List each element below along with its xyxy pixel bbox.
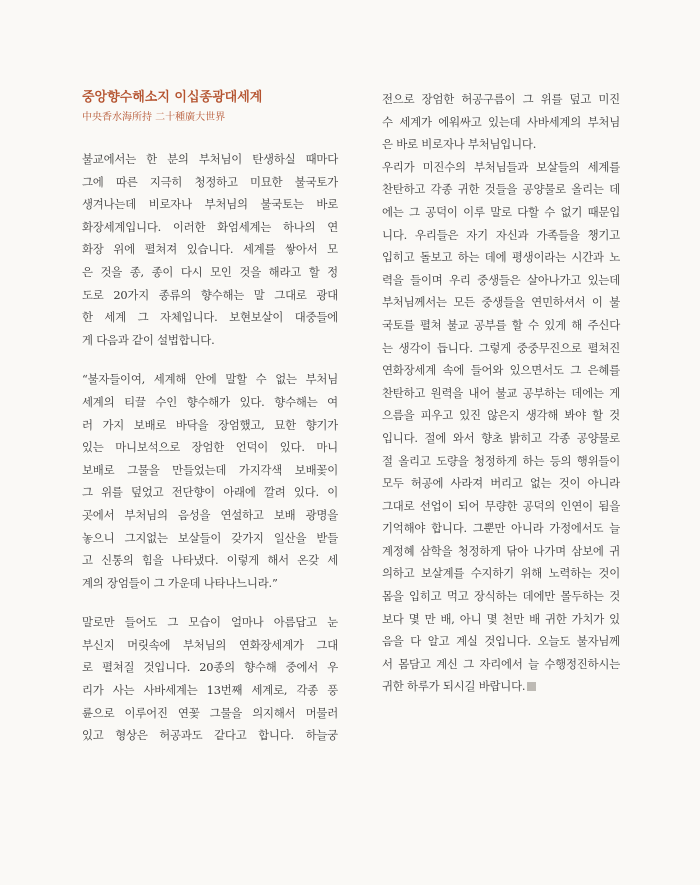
text-line: 수 세계가 에워싸고 있는데 사바세계의 부처님 xyxy=(382,114,620,129)
text-line: 화장 위에 펼쳐져 있습니다. 세계를 쌓아서 모 xyxy=(82,242,338,257)
text-line: 찬탄하고 원력을 내어 불교 공부하는 데에는 게 xyxy=(382,385,620,400)
text-line: 몸을 입히고 먹고 장식하는 데에만 몰두하는 것 xyxy=(382,589,620,604)
text-line: 보다 몇 만 배, 아니 몇 천만 배 귀한 가치가 있 xyxy=(382,611,620,626)
text-line: 게 다음과 같이 설법합니다. xyxy=(82,332,215,347)
text-line: 절 올리고 도량을 청정하게 하는 등의 행위들이 xyxy=(382,453,620,468)
text-line: 계정혜 삼학을 청정하게 닦아 나가며 삼보에 귀 xyxy=(382,543,620,558)
text-line: 그대로 선업이 되어 무량한 공덕의 인연이 됨을 xyxy=(382,498,620,513)
text-line: 부신지 머릿속에 부처님의 연화장세계가 그대 xyxy=(82,637,338,652)
text-line: 는 생각이 듭니다. 그렇게 중중무진으로 펼쳐진 xyxy=(382,340,620,355)
left-paragraph-1 xyxy=(82,148,338,351)
text-line: 고 신통의 힘을 나타냈다. 이렇게 해서 온갖 세 xyxy=(82,553,338,568)
article-subtitle: 中央香水海所持 二十種廣大世界 xyxy=(82,112,226,123)
text-line: 우리가 미진수의 부처님들과 보살들의 세계를 xyxy=(382,159,620,174)
text-line: 기억해야 합니다. 그뿐만 아니라 가정에서도 늘 xyxy=(382,521,620,536)
article-title: 중앙향수해소지 이십종광대세계 xyxy=(82,90,263,105)
text-line: 로 펼쳐질 것입니다. 20종의 향수해 중에서 우 xyxy=(82,660,338,675)
text-line: 그에 따른 지극히 청정하고 미묘한 불국토가 xyxy=(82,174,338,189)
text-line: 음을 다 알고 계실 것입니다. 오늘도 불자님께 xyxy=(382,634,620,649)
text-line: 도로 20가지 종류의 향수해는 말 그대로 광대 xyxy=(82,287,338,302)
square-end-mark-icon xyxy=(527,682,536,691)
text-line: 있는 마니보석으로 장엄한 언덕이 있다. 마니 xyxy=(82,440,338,455)
text-line: 그 위를 덮었고 전단향이 아래에 깔려 있다. 이 xyxy=(82,485,338,500)
text-line: 보배로 그물을 만들었는데 가지각색 보배꽃이 xyxy=(82,462,338,477)
text-line: 국토를 펼쳐 불교 공부를 할 수 있게 해 주신다 xyxy=(382,317,620,332)
left-paragraph-2-quote xyxy=(82,368,338,594)
text-line: 계의 장엄들이 그 가운데 나타나느니라.” xyxy=(82,575,278,590)
text-line: 생겨나는데 비로자나 부처님의 불국토는 바로 xyxy=(82,197,338,212)
text-line: “불자들이여, 세계해 안에 말할 수 없는 부처님 xyxy=(82,372,338,387)
text-line: 연화장세계 속에 들어와 있으면서도 그 은혜를 xyxy=(382,363,620,378)
text-line: 곳에서 부처님의 음성을 연설하고 보배 광명을 xyxy=(82,507,338,522)
text-line: 있고 형상은 허공과도 같다고 합니다. 하늘궁 xyxy=(82,728,338,743)
text-line: 말로만 들어도 그 모습이 얼마나 아름답고 눈 xyxy=(82,615,338,630)
final-sentence: 귀한 하루가 되시길 바랍니다. xyxy=(382,679,526,694)
text-line: 의하고 보살계를 수지하기 위해 노력하는 것이 xyxy=(382,566,620,581)
text-line: 력을 들이며 우리 중생들은 살아나가고 있는데 xyxy=(382,272,620,287)
right-paragraph-2 xyxy=(382,156,620,698)
text-line: 전으로 장엄한 허공구름이 그 위를 덮고 미진 xyxy=(382,92,620,106)
left-column xyxy=(82,88,338,747)
text-line: 한 세계 그 자체입니다. 보현보살이 대중들에 xyxy=(82,310,338,325)
text-line: 리가 사는 사바세계는 13번째 세계로, 각종 풍 xyxy=(82,683,338,698)
text-line: 에는 그 공덕이 이루 말로 다할 수 없기 때문입 xyxy=(382,204,620,219)
text-line: 놓으니 그지없는 보살들이 갖가지 일산을 받들 xyxy=(82,530,338,545)
text-line: 서 몸담고 계신 그 자리에서 늘 수행정진하시는 xyxy=(382,656,620,671)
right-column xyxy=(382,88,620,698)
text-line: 러 가지 보배로 바닥을 장엄했고, 묘한 향기가 xyxy=(82,417,338,432)
text-line: 세계의 티끌 수인 향수해가 있다. 향수해는 여 xyxy=(82,394,338,409)
text-line-final xyxy=(382,675,620,698)
text-line: 은 바로 비로자나 부처님입니다. xyxy=(382,137,537,152)
right-paragraph-1 xyxy=(382,88,620,156)
text-line: 불교에서는 한 분의 부처님이 탄생하실 때마다 xyxy=(82,152,338,166)
text-line: 으름을 피우고 있진 않은지 생각해 봐야 할 것 xyxy=(382,408,620,423)
text-line: 부처님께서는 모든 중생들을 연민하셔서 이 불 xyxy=(382,295,620,310)
text-line: 입니다. 절에 와서 향초 밝히고 각종 공양물로 xyxy=(382,430,620,445)
text-line: 니다. 우리들은 자기 자신과 가족들을 챙기고 xyxy=(382,227,620,242)
text-line: 입히고 돌보고 하는 데에 평생이라는 시간과 노 xyxy=(382,250,620,265)
text-line: 모두 허공에 사라져 버리고 없는 것이 아니라 xyxy=(382,476,620,491)
text-line: 찬탄하고 각종 귀한 것들을 공양물로 올리는 데 xyxy=(382,182,620,197)
text-line: 은 것을 종, 종이 다시 모인 것을 해라고 할 정 xyxy=(82,264,338,279)
text-line: 화장세계입니다. 이러한 화엄세계는 하나의 연 xyxy=(82,219,338,234)
text-line: 륜으로 이루어진 연꽃 그물을 의지해서 머물러 xyxy=(82,705,338,720)
left-paragraph-3 xyxy=(82,611,338,747)
